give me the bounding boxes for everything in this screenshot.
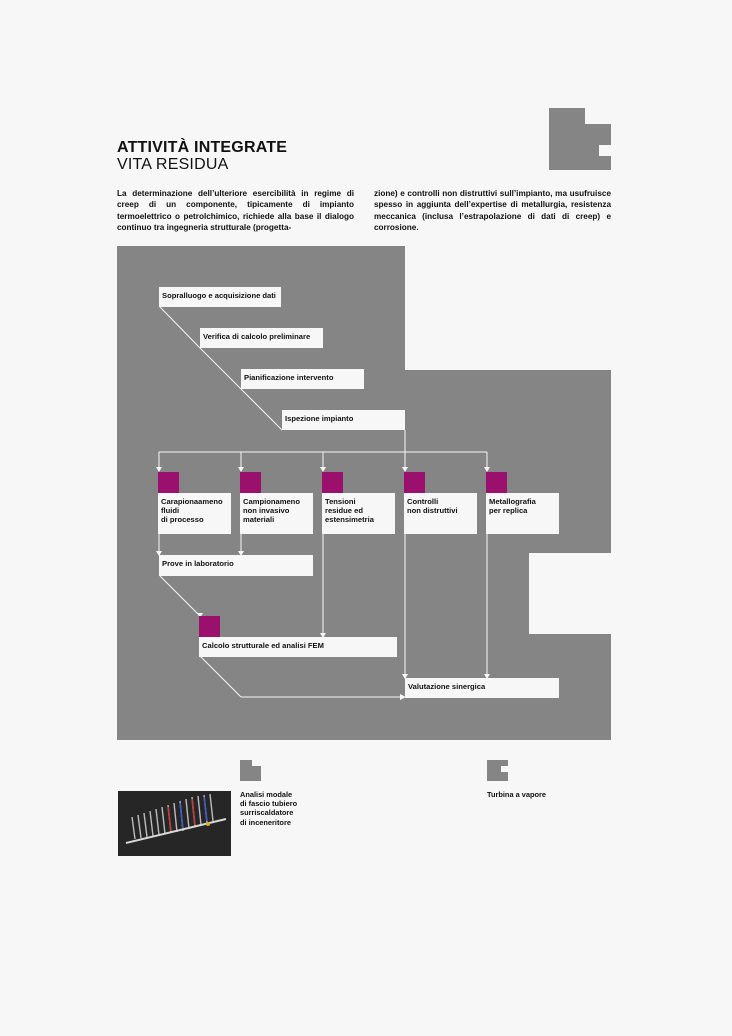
accent-square-calcolo (199, 616, 220, 637)
accent-square-materiali (240, 472, 261, 493)
intro-column-1: La determinazione dell’ulteriore esercibilità in regime di creep di un componente, tipicamente di impianto termoelettrico o petrolchimico, richiede alla base il dialogo continuo tra ingegneria strutturale (progetta- (117, 189, 354, 233)
branch-metallografia: Metallografia per replica (486, 493, 559, 534)
accent-square-controlli (404, 472, 425, 493)
step-calcolo-fem: Calcolo strutturale ed analisi FEM (199, 637, 397, 657)
footer-mark-right (487, 760, 508, 781)
page-subtitle: VITA RESIDUA (117, 156, 229, 173)
accent-square-tensioni (322, 472, 343, 493)
caption-tube-bundle: Analisi modale di fascio tubiero surriscaldatore di inceneritore (240, 790, 298, 827)
footer-mark-left (240, 760, 261, 781)
tube-bundle-photo (118, 791, 231, 856)
branch-fluidi: Carapionaameno fluidi di processo (158, 493, 231, 534)
step-verifica: Verifica di calcolo preliminare (200, 328, 323, 348)
branch-controlli: Controlli non distruttivi (404, 493, 477, 534)
intro-column-2: zione) e controlli non distruttivi sull’impianto, ma usufruisce spesso in aggiunta dell’expertise di metallurgia, resistenza meccanica (inclusa l’estrapolazione di dati di creep) e corrosione. (374, 189, 611, 233)
step-pianificazione: Pianificazione intervento (241, 369, 364, 389)
caption-turbine: Turbina a vapore (487, 790, 547, 799)
step-ispezione: Ispezione impianto (282, 410, 405, 430)
accent-square-fluidi (158, 472, 179, 493)
branch-materiali: Campionameno non invasivo materiali (240, 493, 313, 534)
branch-tensioni: Tensioni residue ed estensimetria (322, 493, 395, 534)
step-valutazione-sinergica: Valutazione sinergica (405, 678, 559, 698)
step-sopralluogo: Sopralluogo e acquisizione dati (159, 287, 281, 307)
page-title: ATTIVITÀ INTEGRATE (117, 139, 288, 156)
accent-square-metallografia (486, 472, 507, 493)
step-prove-laboratorio: Prove in laboratorio (159, 555, 313, 576)
